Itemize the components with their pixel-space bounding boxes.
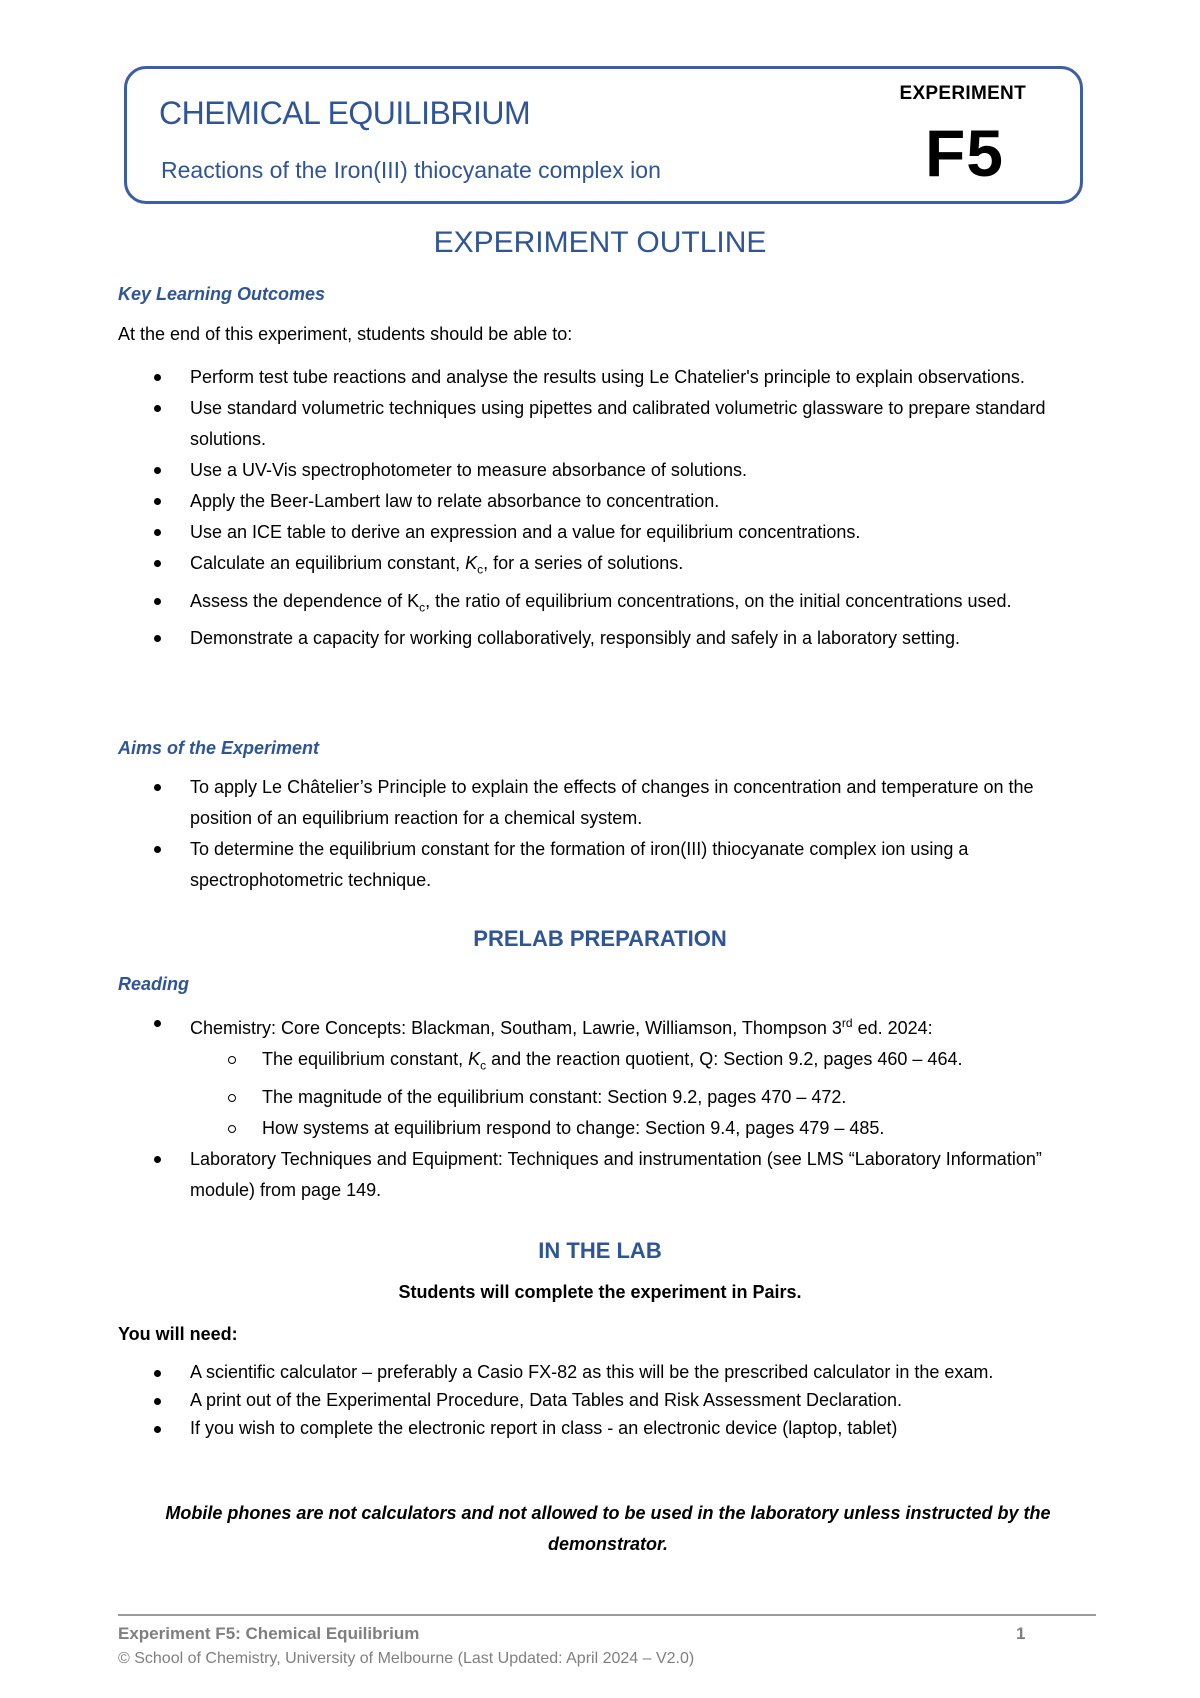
mobile-phone-warning: Mobile phones are not calculators and not allowed to be used in the laboratory unless instructed by the demonstrator. bbox=[165, 1503, 1051, 1554]
list-item: To apply Le Châtelier’s Principle to explain the effects of changes in concentration and temperature on the position of an equilibrium reaction for a chemical system. bbox=[118, 772, 1098, 834]
bullet-icon bbox=[154, 405, 161, 412]
bullet-icon bbox=[154, 467, 161, 474]
footer-divider bbox=[118, 1614, 1096, 1616]
list-item: To determine the equilibrium constant for the formation of iron(III) thiocyanate complex ion using a spectrophotometric technique. bbox=[118, 834, 1098, 896]
list-item: Chemistry: Core Concepts: Blackman, Southam, Lawrie, Williamson, Thompson 3rd ed. 2024: The equilibrium constant, $K_c$ and the reaction quotient, Q: Section 9.2, pages 460 – 464. The magnitude of the equilibrium constant: Section 9.2, pages 470 – 472. How systems at equilibrium respond to change: Section 9.4, pages 479 – 485. bbox=[118, 1008, 1098, 1144]
list-item: Assess the dependence of $K_c$, the ratio of equilibrium concentrations, on the initial concentrations used. bbox=[118, 586, 1098, 624]
list-item: The equilibrium constant, $K_c$ and the reaction quotient, Q: Section 9.2, pages 460 – 464. bbox=[190, 1044, 1098, 1082]
outcomes-intro: At the end of this experiment, students should be able to: bbox=[118, 324, 573, 344]
list-item: A scientific calculator – preferably a Casio FX-82 as this will be the prescribed calculator in the exam. bbox=[118, 1358, 1098, 1386]
bullet-icon bbox=[154, 498, 161, 505]
aims-list bbox=[118, 772, 1098, 896]
bullet-icon bbox=[154, 560, 161, 567]
list-item: Demonstrate a capacity for working collaboratively, responsibly and safely in a laboratory setting. bbox=[118, 623, 1098, 654]
list-item: Apply the Beer-Lambert law to relate absorbance to concentration. bbox=[118, 486, 1098, 517]
bullet-icon bbox=[154, 374, 161, 381]
circle-bullet-icon bbox=[228, 1094, 236, 1102]
in-the-lab-heading: IN THE LAB bbox=[538, 1238, 662, 1263]
bullet-icon bbox=[154, 1398, 161, 1405]
experiment-label: EXPERIMENT bbox=[899, 83, 1026, 104]
bullet-icon bbox=[154, 635, 161, 642]
list-item: Use a UV-Vis spectrophotometer to measure absorbance of solutions. bbox=[118, 455, 1098, 486]
bullet-icon bbox=[154, 846, 161, 853]
bullet-icon bbox=[154, 598, 161, 605]
bullet-icon bbox=[154, 1156, 161, 1163]
list-item: How systems at equilibrium respond to change: Section 9.4, pages 479 – 485. bbox=[190, 1113, 1098, 1144]
experiment-code: F5 bbox=[924, 116, 1004, 190]
experiment-header-box bbox=[124, 66, 1083, 204]
list-item: Perform test tube reactions and analyse the results using Le Chatelier's principle to explain observations. bbox=[118, 362, 1098, 393]
document-title: CHEMICAL EQUILIBRIUM bbox=[159, 95, 531, 131]
learning-outcomes-list bbox=[118, 362, 1098, 654]
footer-copyright: © School of Chemistry, University of Melbourne (Last Updated: April 2024 – V2.0) bbox=[118, 1650, 695, 1667]
bullet-icon bbox=[154, 1020, 161, 1027]
document-subtitle: Reactions of the Iron(III) thiocyanate complex ion bbox=[161, 157, 661, 183]
list-item: Calculate an equilibrium constant, $K_c$, for a series of solutions. bbox=[118, 548, 1098, 586]
circle-bullet-icon bbox=[228, 1125, 236, 1133]
list-item: Use an ICE table to derive an expression and a value for equilibrium concentrations. bbox=[118, 517, 1098, 548]
reading-list bbox=[118, 1008, 1098, 1206]
list-item: Use standard volumetric techniques using pipettes and calibrated volumetric glassware to prepare standard solutions. bbox=[118, 393, 1098, 455]
reading-sublist bbox=[190, 1044, 1098, 1144]
you-will-need-label: You will need: bbox=[118, 1324, 238, 1344]
bullet-icon bbox=[154, 1426, 161, 1433]
reading-heading: Reading bbox=[118, 974, 190, 994]
key-learning-outcomes-heading: Key Learning Outcomes bbox=[118, 284, 326, 304]
list-item: Laboratory Techniques and Equipment: Techniques and instrumentation (see LMS “Laboratory Information” module) from page 149. bbox=[118, 1144, 1098, 1206]
list-item: A print out of the Experimental Procedure, Data Tables and Risk Assessment Declaration. bbox=[118, 1386, 1098, 1414]
pairs-note: Students will complete the experiment in Pairs. bbox=[398, 1282, 802, 1302]
equipment-list bbox=[118, 1358, 1098, 1442]
list-item: The magnitude of the equilibrium constant: Section 9.2, pages 470 – 472. bbox=[190, 1082, 1098, 1113]
bullet-icon bbox=[154, 529, 161, 536]
outline-heading: EXPERIMENT OUTLINE bbox=[433, 226, 767, 259]
page-number: 1 bbox=[1016, 1624, 1026, 1643]
prelab-heading: PRELAB PREPARATION bbox=[473, 926, 727, 951]
bullet-icon bbox=[154, 784, 161, 791]
footer-title: Experiment F5: Chemical Equilibrium bbox=[118, 1624, 420, 1643]
bullet-icon bbox=[154, 1370, 161, 1377]
aims-heading: Aims of the Experiment bbox=[118, 738, 320, 758]
list-item: If you wish to complete the electronic report in class - an electronic device (laptop, tablet) bbox=[118, 1414, 1098, 1442]
circle-bullet-icon bbox=[228, 1056, 236, 1064]
